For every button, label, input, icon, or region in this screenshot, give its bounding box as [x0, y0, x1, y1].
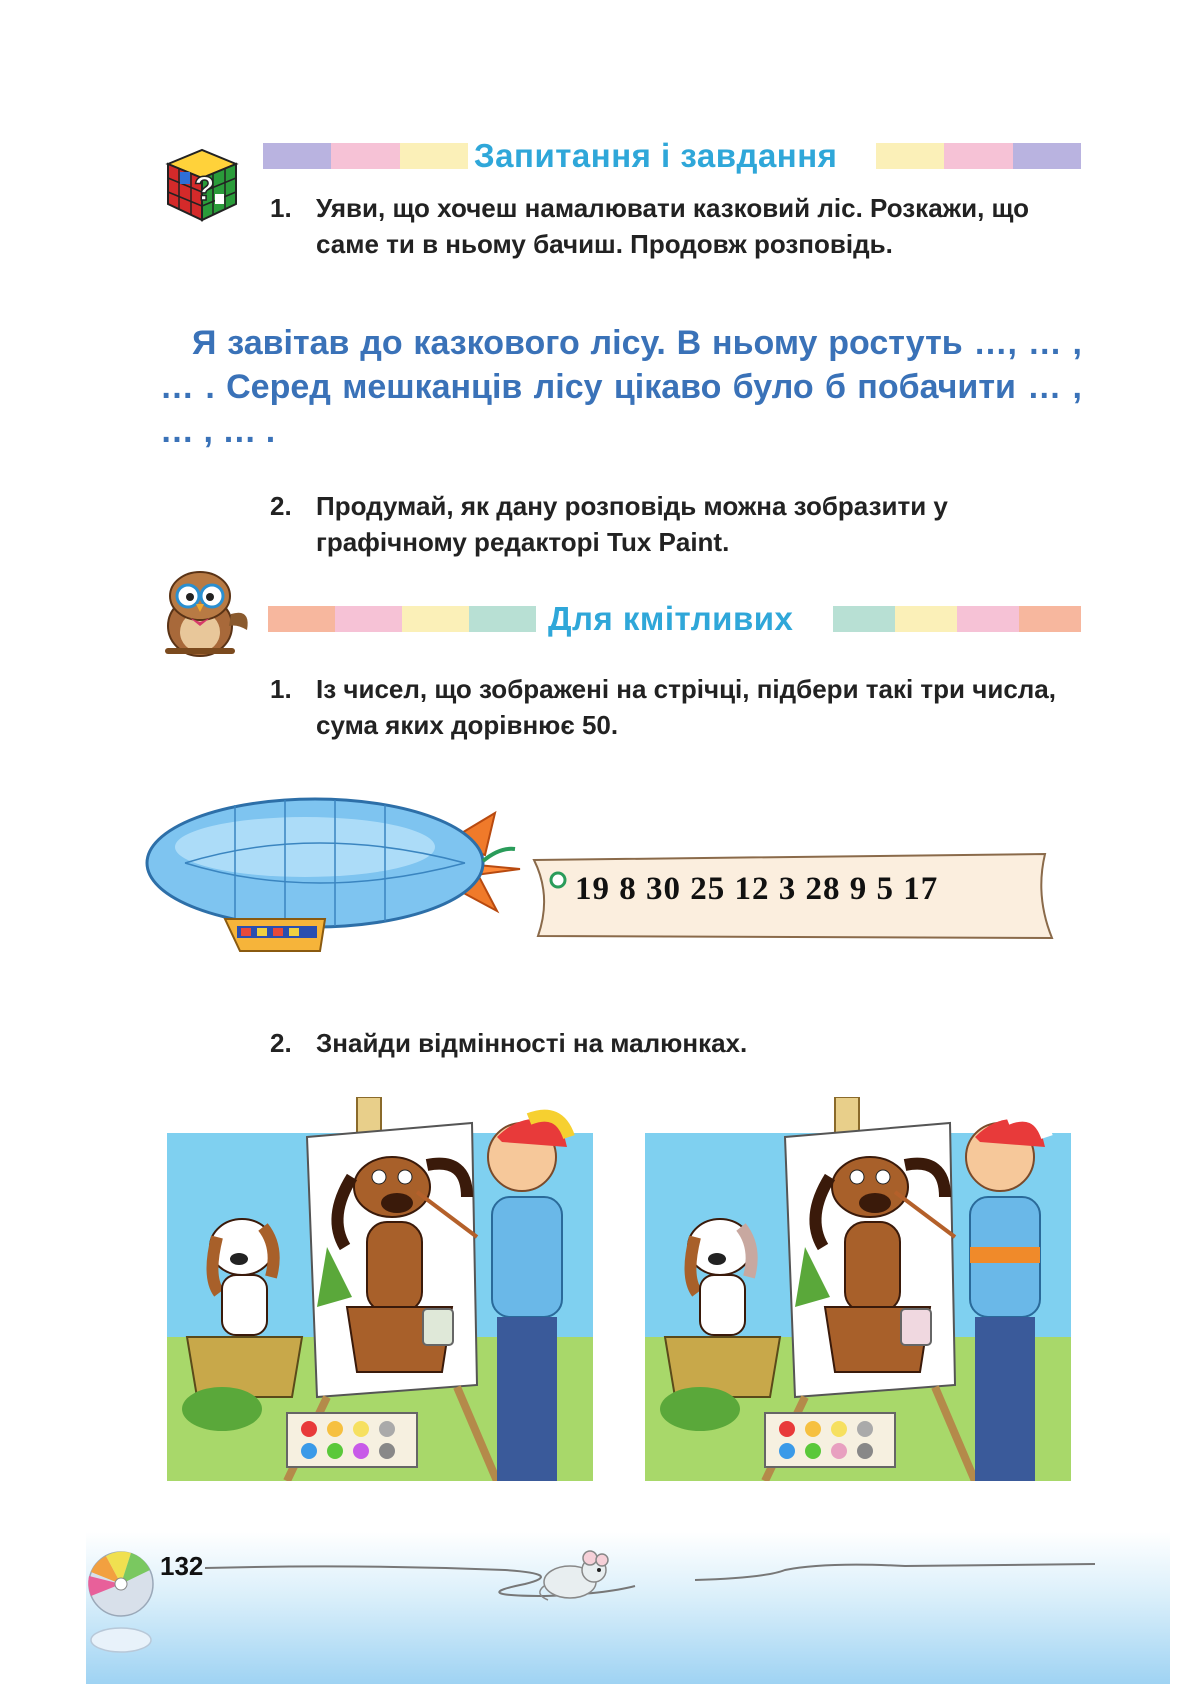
- section1-task2: [270, 488, 1082, 560]
- section1-task1: [270, 190, 1082, 262]
- spot-difference-picture-left: [167, 1097, 593, 1481]
- task-number: 2.: [270, 1028, 292, 1058]
- section2-task1: [270, 671, 1082, 743]
- task-text: Знайди відмінності на малюнках.: [316, 1028, 748, 1058]
- section2-bar-left: [268, 606, 536, 632]
- tux-paint-label: Tux Paint.: [607, 527, 730, 557]
- task-text: Із чисел, що зображені на стрічці, підбери такі три числа, сума яких дорівнює 50.: [316, 674, 1056, 740]
- ribbon-numbers: 19 8 30 25 12 3 28 9 5 17: [575, 871, 939, 907]
- task-number: 2.: [270, 491, 292, 521]
- owl-icon: [155, 568, 255, 658]
- section1-bar-left: [263, 143, 468, 169]
- rubiks-cube-question-icon: [160, 142, 242, 224]
- task-number: 1.: [270, 674, 292, 704]
- story-text: Я завітав до казкового лісу. В ньому ростуть …, … , … . Серед мешканців лісу цікаво було б побачити … , … , … .: [160, 324, 1082, 450]
- section2-title: Для кмітливих: [536, 599, 805, 639]
- task-text: Уяви, що хочеш намалювати казковий ліс. Розкажи, що саме ти в ньому бачиш. Продовж розповідь.: [316, 193, 1029, 259]
- section2-bar-right: [833, 606, 1081, 632]
- svg-text:?: ?: [194, 170, 215, 208]
- section1-title: Запитання і завдання: [468, 136, 843, 176]
- mouse-icon: [534, 1548, 616, 1604]
- footer-line: [205, 1556, 1095, 1616]
- spot-difference-picture-right: [645, 1097, 1071, 1481]
- page-number: 132: [160, 1551, 204, 1581]
- airship-illustration: [145, 783, 545, 963]
- task-text: Продумай, як дану розповідь можна зобразити у графічному редакторі: [316, 491, 948, 557]
- section1-bar-right: [876, 143, 1081, 169]
- section2-task2: [270, 1025, 1082, 1061]
- task-number: 1.: [270, 193, 292, 223]
- cd-disc-icon: [86, 1544, 156, 1654]
